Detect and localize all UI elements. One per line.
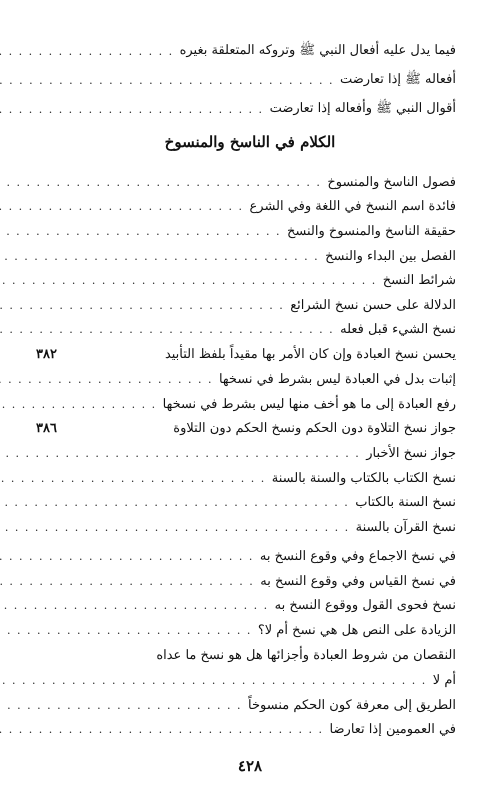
- toc-entry-title: نسخ الشيء قبل فعله: [340, 321, 456, 337]
- dot-leader: [0, 599, 275, 612]
- toc-entry-title: فائدة اسم النسخ في اللغة وفي الشرع: [249, 198, 456, 214]
- dot-leader: [0, 323, 340, 336]
- toc-entry: [36, 171, 456, 193]
- toc-entry: [36, 594, 456, 616]
- toc-entry-title: رفع العبادة إلى ما هو أخف منها ليس بشرط في نسخها: [162, 396, 456, 412]
- toc-entry: [36, 69, 456, 91]
- toc-entry-title: الطريق إلى معرفة كون الحكم منسوخاً: [248, 697, 456, 713]
- toc-entry-title: حقيقة الناسخ والمنسوخ والنسخ: [287, 223, 456, 239]
- toc-entry-title: أم لا: [432, 672, 456, 688]
- toc-entry-title: في العمومين إذا تعارضا: [329, 721, 456, 737]
- toc-entry: [36, 545, 456, 567]
- dot-leader: [0, 373, 219, 386]
- toc-entry: [36, 694, 456, 716]
- dot-leader: [0, 472, 272, 485]
- toc-entry: [36, 644, 456, 666]
- dot-leader: [0, 674, 433, 687]
- toc-entry: [36, 570, 456, 592]
- dot-leader: [0, 699, 248, 712]
- toc-entry: [36, 467, 456, 489]
- toc-entry-title: جواز نسخ الأخبار: [366, 445, 456, 461]
- page-number: ٤٢٨: [237, 757, 263, 775]
- dot-leader: [0, 250, 325, 263]
- dot-leader: [0, 45, 180, 58]
- toc-entry-title: النقصان من شروط العبادة وأجزائها هل هو نسخ ما عداه: [156, 647, 456, 663]
- toc-entry-title: نسخ الكتاب بالكتاب والسنة بالسنة: [271, 470, 456, 486]
- toc-entry-title: نسخ فحوى القول ووقوع النسخ به: [274, 597, 456, 613]
- toc-entry: [36, 40, 456, 62]
- toc-entry-title: في نسخ القياس وفي وقوع النسخ به: [260, 573, 456, 589]
- toc-entry: [36, 491, 456, 513]
- dot-leader: [0, 447, 366, 460]
- toc-entry: [36, 98, 456, 120]
- dot-leader: [0, 103, 270, 116]
- toc-entry-title: فصول الناسخ والمنسوخ: [327, 174, 456, 190]
- toc-entry-title: الزيادة على النص هل هي نسخ أم لا؟: [257, 622, 456, 638]
- toc-entry: [36, 718, 456, 740]
- toc-entry-title: فيما يدل عليه أفعال النبي ﷺ وتروكه المتعلقة بغيره: [179, 42, 456, 58]
- dot-leader: [0, 521, 356, 534]
- toc-entry: [36, 245, 456, 267]
- dot-leader: [0, 299, 290, 312]
- toc-entry-title: نسخ السنة بالكتاب: [355, 494, 456, 510]
- toc-entry: [36, 442, 456, 464]
- toc-entry: [36, 393, 456, 415]
- section-heading: الكلام في الناسخ والمنسوخ: [164, 133, 336, 151]
- dot-leader: [0, 550, 260, 563]
- toc-entry: [36, 417, 456, 439]
- dot-leader: [0, 723, 330, 736]
- dot-leader: [0, 575, 260, 588]
- toc-entry: [36, 220, 456, 242]
- toc-entry: [36, 318, 456, 340]
- dot-leader: [0, 274, 383, 287]
- toc-entry-title: يحسن نسخ العبادة وإن كان الأمر بها مقيداً بلفظ التأبيد: [164, 346, 456, 362]
- toc-entry-page: ٣٨٦: [36, 420, 57, 436]
- toc-entry-title: أفعاله ﷺ إذا تعارضت: [339, 71, 456, 87]
- toc-entry-title: جواز نسخ التلاوة دون الحكم ونسخ الحكم دون التلاوة: [173, 420, 456, 436]
- toc-entry-title: الفصل بين البداء والنسخ: [325, 248, 456, 264]
- toc-entry: [36, 368, 456, 390]
- toc-entry-title: شرائط النسخ: [382, 272, 456, 288]
- toc-entry: [36, 343, 456, 365]
- dot-leader: [0, 74, 340, 87]
- toc-entry-title: في نسخ الاجماع وفي وقوع النسخ به: [259, 548, 456, 564]
- toc-entry-title: أقوال النبي ﷺ وأفعاله إذا تعارضت: [269, 100, 456, 116]
- toc-entry-page: ٣٨٢: [36, 346, 57, 362]
- dot-leader: [0, 176, 327, 189]
- toc-entry: [36, 619, 456, 641]
- dot-leader: [0, 624, 258, 637]
- toc-entry: [36, 294, 456, 316]
- dot-leader: [0, 398, 163, 411]
- dot-leader: [0, 496, 355, 509]
- toc-entry: [36, 669, 456, 691]
- toc-entry: [36, 195, 456, 217]
- toc-entry-title: الدلالة على حسن نسخ الشرائع: [290, 297, 456, 313]
- toc-entry: [36, 269, 456, 291]
- toc-entry: [36, 516, 456, 538]
- dot-leader: [0, 225, 287, 238]
- dot-leader: [0, 200, 250, 213]
- toc-entry-title: نسخ القرآن بالسنة: [355, 519, 456, 535]
- toc-entry-title: إثبات بدل في العبادة ليس بشرط في نسخها: [218, 371, 456, 387]
